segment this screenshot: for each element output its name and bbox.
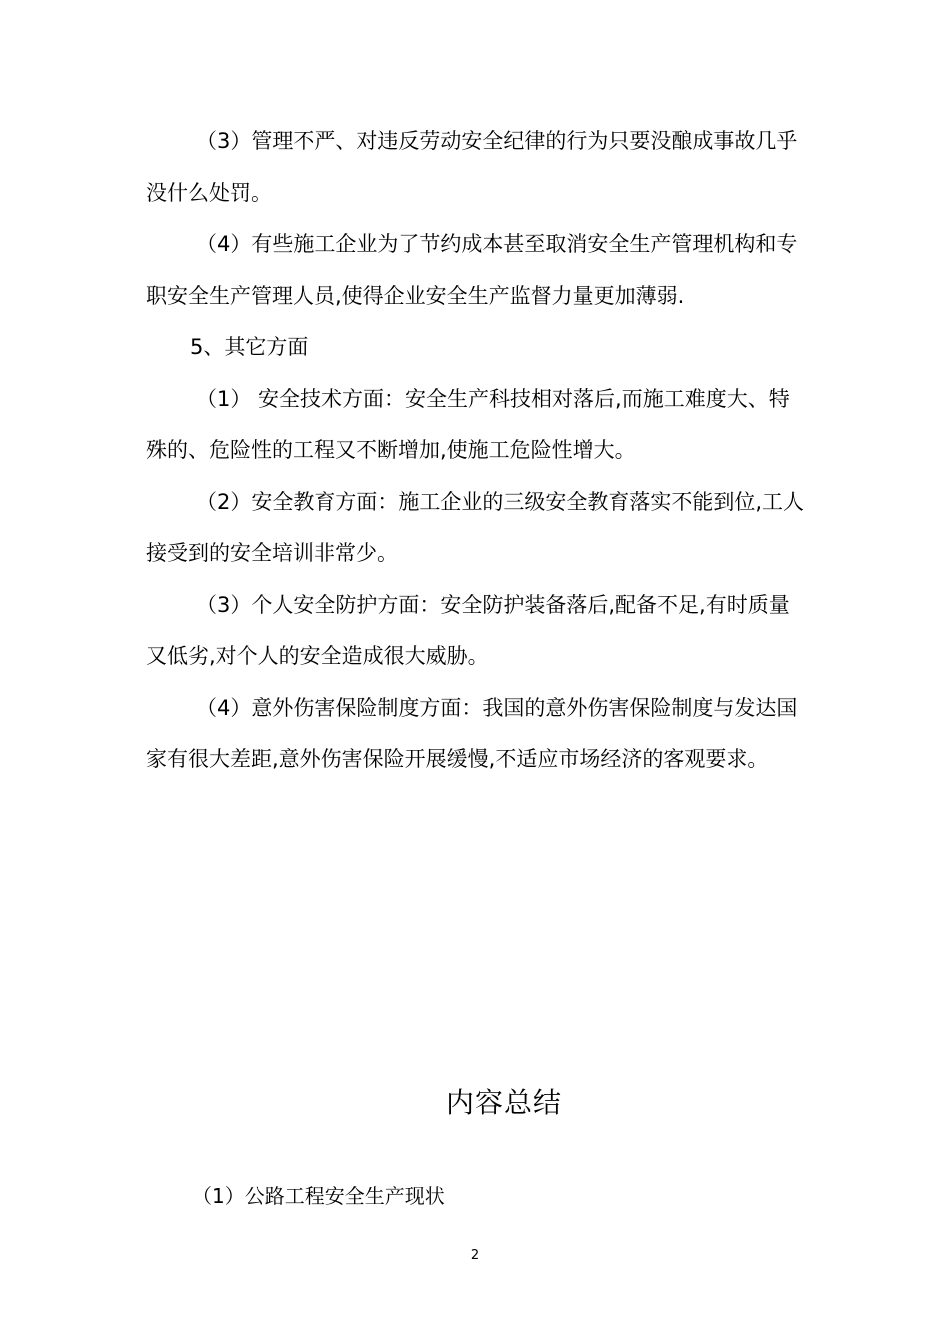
- paragraph-safety-education: （2）安全教育方面：施工企业的三级安全教育落实不能到位,工人接受到的安全培训非常少。: [146, 489, 805, 565]
- body-text: [146, 116, 808, 786]
- summary-item: （1）公路工程安全生产现状: [192, 1184, 445, 1208]
- section-heading-other-aspects: 5、其它方面: [190, 335, 309, 359]
- page-number: 2: [470, 1248, 480, 1263]
- paragraph-cost-cutting: （4）有些施工企业为了节约成本甚至取消安全生产管理机构和专职安全生产管理人员,使得企业安全生产监督力量更加薄弱.: [146, 232, 798, 308]
- paragraph-safety-technology: （1） 安全技术方面：安全生产科技相对落后,而施工难度大、特殊的、危险性的工程又不断增加,使施工危险性增大。: [146, 386, 790, 462]
- summary-title: 内容总结: [445, 1086, 562, 1119]
- paragraph-management-penalty: （3）管理不严、对违反劳动安全纪律的行为只要没酿成事故几乎没什么处罚。: [146, 129, 798, 205]
- paragraph-personal-protection: （3）个人安全防护方面：安全防护装备落后,配备不足,有时质量又低劣,对个人的安全造成很大威胁。: [146, 592, 790, 668]
- paragraph-accident-insurance: （4）意外伤害保险制度方面：我国的意外伤害保险制度与发达国家有很大差距,意外伤害保险开展缓慢,不适应市场经济的客观要求。: [146, 695, 798, 771]
